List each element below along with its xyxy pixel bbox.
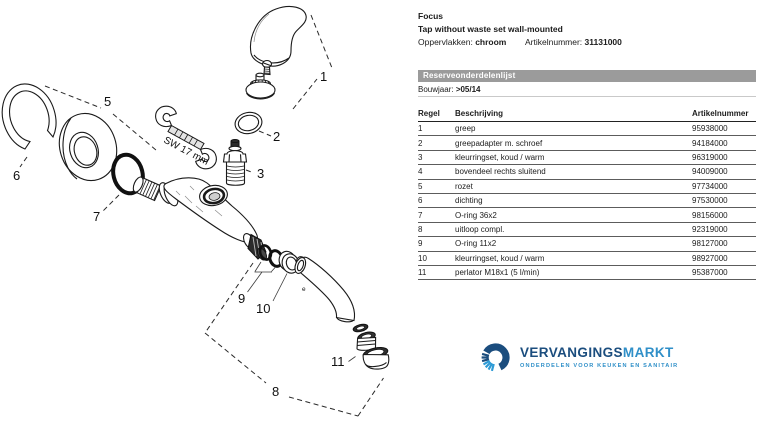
table-row [418,208,756,222]
brand-name-secondary: MARKT [622,345,674,360]
product-subtitle: Tap without waste set wall-mounted [418,24,563,34]
brand-name [520,346,678,360]
callout-6: 6 [13,168,21,183]
part-seal-ring [2,84,56,149]
logo-swirl-icon [477,339,514,376]
row-article-number: 97530000 [692,193,756,207]
callout-7: 7 [93,209,101,224]
row-description: kleurringset, koud / warm [455,150,692,164]
logo-text [520,346,678,369]
row-description: O-ring 11x2 [455,237,692,251]
wrench-size-label: SW 17 mm [161,134,211,168]
spout-mark: e [302,286,306,293]
table-row [418,222,756,236]
callout-3: 3 [257,166,265,181]
article-label: Artikelnummer: [525,37,583,47]
row-number: 5 [418,179,455,193]
row-number: 8 [418,222,455,236]
row-number: 11 [418,265,455,279]
parts-table [418,105,756,280]
row-description: greepadapter m. schroef [455,136,692,150]
row-article-number: 94184000 [692,136,756,150]
part-grip-adapter [246,73,275,99]
callout-9: 9 [238,291,246,306]
table-header-row [418,105,756,122]
row-number: 6 [418,193,455,207]
part-aerator [352,323,388,369]
row-number: 9 [418,237,455,251]
table-row [418,122,756,136]
row-article-number: 95938000 [692,122,756,136]
row-description: O-ring 36x2 [455,208,692,222]
row-description: greep [455,122,692,136]
row-article-number: 97734000 [692,179,756,193]
product-title: Focus [418,11,444,21]
brand-tagline: ONDERDELEN VOOR KEUKEN EN SANITAIR [520,363,679,369]
callout-1: 1 [320,69,328,84]
build-year-value: >05/14 [455,85,481,94]
col-header-beschrijving: Beschrijving [455,105,692,122]
callout-2: 2 [273,129,281,144]
row-article-number: 92319000 [692,222,756,236]
section-header-bar: Reserveonderdelenlijst [418,70,756,82]
row-article-number: 94009000 [692,165,756,179]
callout-11: 11 [331,354,345,369]
part-screw [263,61,272,75]
brand-name-primary: VERVANGINGS [520,345,623,360]
row-article-number: 95387000 [692,265,756,279]
table-row [418,237,756,251]
col-header-artikelnummer: Artikelnummer [692,105,756,122]
table-row [418,165,756,179]
table-row [418,150,756,164]
part-adapter-ring [233,110,264,136]
article-value: 31131000 [584,37,622,47]
table-row [418,251,756,265]
product-meta [418,37,622,47]
row-description: perlator M18x1 (5 l/min) [455,265,692,279]
callout-10: 10 [256,301,271,316]
tap-body [131,176,268,262]
wrench [156,106,217,169]
row-number: 1 [418,122,455,136]
row-article-number: 98156000 [692,208,756,222]
parts-table-body [418,122,756,280]
part-handle [251,6,307,66]
row-article-number: 96319000 [692,150,756,164]
row-number: 4 [418,165,455,179]
table-row [418,179,756,193]
row-description: dichting [455,193,692,207]
col-header-regel: Regel [418,105,455,122]
row-description: kleurringset, koud / warm [455,251,692,265]
vendor-logo [477,339,678,376]
build-year [418,85,481,94]
table-row [418,265,756,279]
row-number: 3 [418,150,455,164]
part-cartridge [224,139,247,185]
surface-label: Oppervlakken: [418,37,473,47]
surface-value: chroom [475,37,507,47]
row-number: 2 [418,136,455,150]
divider [418,96,756,97]
row-number: 7 [418,208,455,222]
row-description: rozet [455,179,692,193]
build-year-label: Bouwjaar: [418,85,454,94]
row-description: uitloop compl. [455,222,692,236]
table-row [418,136,756,150]
callout-8: 8 [272,384,280,399]
row-article-number: 98927000 [692,251,756,265]
callout-5: 5 [104,94,112,109]
part-spout [293,256,355,322]
row-number: 10 [418,251,455,265]
row-description: bovendeel rechts sluitend [455,165,692,179]
table-row [418,193,756,207]
row-article-number: 98127000 [692,237,756,251]
